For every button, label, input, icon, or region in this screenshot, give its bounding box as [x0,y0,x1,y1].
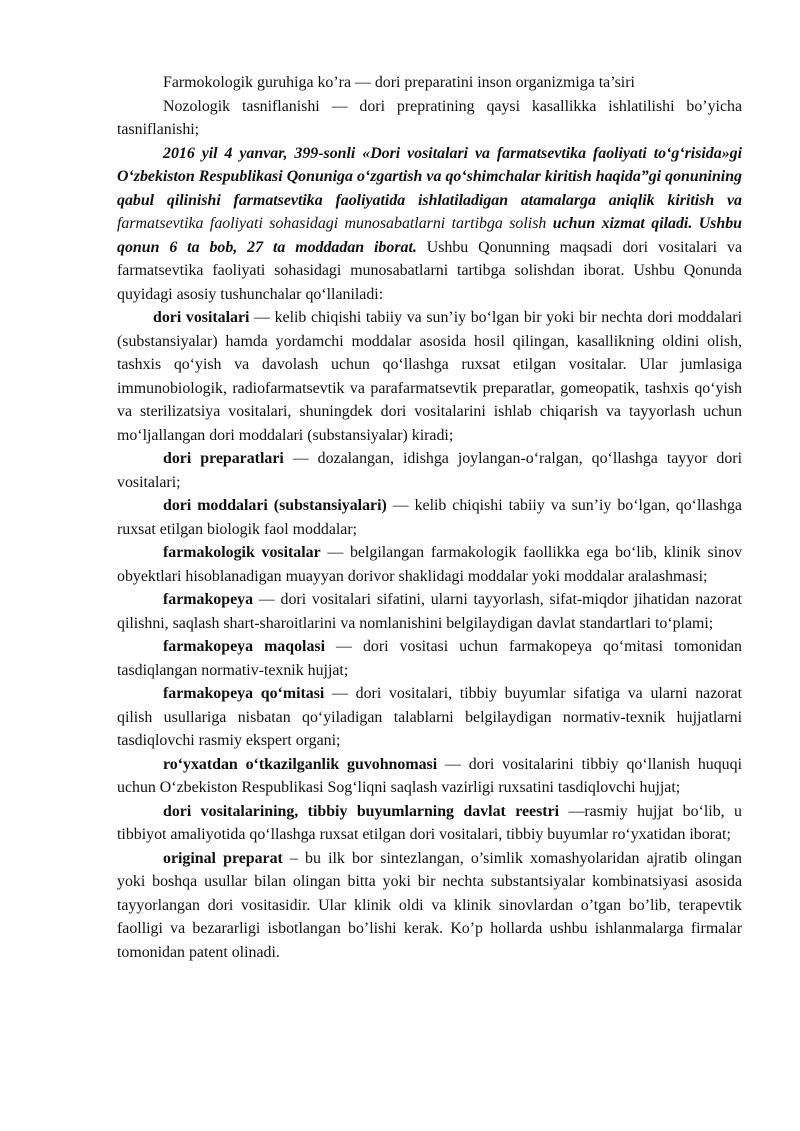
definition-term: original preparat [163,849,283,867]
paragraph-text: Farmokologik guruhiga ko’ra — dori preparatini inson organizmiga ta’siri [163,74,635,91]
definition-davlat-reestri [117,800,742,847]
definition-text: — dori vositalari sifatini, ularni tayyorlash, sifat-miqdor jihatidan nazorat qilishni, saqlash shart-sharoitlarini va nomlanishini belgilaydigan davlat standartlari to‘plami; [117,591,742,632]
definition-dori-moddalari [117,494,742,541]
definition-term: farmakopeya qo‘mitasi [163,685,325,702]
definition-dori-preparatlari [117,447,742,494]
paragraph-farmakologik-guruh [117,71,742,95]
law-structure-bold-italic: uchun xizmat qiladi. Ushbu qonun 6 ta bob, 27 ta moddadan iborat. [117,215,742,256]
definition-original-preparat [117,847,742,965]
law-purpose-italic: farmatsevtika faoliyati sohasidagi munosabatlarni tartibga solish [117,215,547,232]
definition-term: farmakopeya maqolasi [163,638,325,655]
definition-text: —rasmiy hujjat bo‘lib, u tibbiyot amaliyotida qo‘llashga ruxsat etilgan dori vositalari, tibbiy buyumlar ro‘yxatidan iborat; [117,802,742,843]
definition-term: dori moddalari (substansiyalari) [163,497,387,514]
definition-farmakologik-vositalar [117,541,742,588]
definition-text: – bu ilk bor sintezlangan, o’simlik xomashyolaridan ajratib olingan yoki boshqa usullar bilan olingan bitta yoki bir nechta substantsiyalar kombinatsiyasi asosida tayyorlangan dori vositasidir. Ular klinik oldi va klinik sinovlardan o’tgan bo’lib, terapevtik faolligi va bezararligi isbotlangan bo’lishi kerak. Ko’p hollarda ushbu ishlanmalarga firmalar tomonidan patent olinadi. [117,849,742,961]
law-goal-text: Ushbu Qonunning maqsadi dori vositalari va farmatsevtika faoliyati sohasidagi munosabatlarni tartibga solishdan iborat. Ushbu Qonunda quyidagi asosiy tushunchalar qo‘llaniladi: [117,238,742,303]
definition-farmakopeya-maqolasi [117,635,742,682]
definition-term: dori vositalarining, tibbiy buyumlarning davlat reestri [163,802,560,820]
paragraph-law-intro [117,142,742,307]
definition-text: — dozalangan, idishga joylangan-o‘ralgan, qo‘llashga tayyor dori vositalari; [117,450,743,491]
definition-text: — dori vositasi uchun farmakopeya qo‘mitasi tomonidan tasdiqlangan normativ-texnik hujjat; [117,638,743,679]
definition-term: ro‘yxatdan o‘tkazilganlik guvohnomasi [163,755,438,773]
definition-text: — belgilangan farmakologik faollikka ega bo‘lib, klinik sinov obyektlari hisoblanadigan muayyan dorivor shaklidagi moddalar yoki moddalar aralashmasi; [117,544,742,585]
paragraph-nozologik [117,95,742,142]
definition-text: — dori vositalarini tibbiy qo‘llanish huquqi uchun O‘zbekiston Respublikasi Sog‘liqni saqlash vazirligi ruxsatini tasdiqlovchi hujjat; [117,755,742,796]
paragraph-text: Nozologik tasniflanishi — dori prepratining qaysi kasallikka ishlatilishi bo’yicha tasniflanishi; [117,97,742,138]
definition-term: farmakopeya [163,591,254,608]
definition-text: — dori vositalari, tibbiy buyumlar sifatiga va ularni nazorat qilish usullariga nisbatan qo‘yiladigan talablarni belgilaydigan normativ-texnik hujjatlarni tasdiqlovchi rasmiy ekspert organi; [117,685,742,749]
law-title-bold-italic: 2016 yil 4 yanvar, 399-sonli «Dori vositalari va farmatsevtika faoliyati to‘g‘risida»gi O‘zbekiston Respublikasi Qonuniga o‘zgartish va qo‘shimchalar kiritish haqida”gi qonunining qabul qilinishi farmatsevtika faoliyatida ishlatiladigan atamalarga aniqlik kiritish va [117,144,742,209]
definition-term: dori vositalari [153,309,250,326]
definition-text: — kelib chiqishi tabiiy va sun’iy bo‘lgan, qo‘llashga ruxsat etilgan biologik faol moddalar; [117,497,742,538]
definition-farmakopeya-qomitasi [117,682,742,753]
document-page [117,71,742,964]
definition-text: — kelib chiqishi tabiiy va sun’iy bo‘lgan bir yoki bir nechta dori moddalari (substansiyalar) hamda yordamchi moddalar asosida hosil qilingan, kasallikning oldini olish, tashxis qo‘yish va davolash uchun qo‘llashga ruxsat etilgan vositalar. Ular jumlasiga immunobiologik, radiofarmatsevtik va parafarmatsevtik preparatlar, gomeopatik, tashxis qo‘yish va sterilizatsiya vositalari, shuningdek dori vositalarini ishlab chiqarish va tayyorlash uchun mo‘ljallangan dori moddalari (substansiyalar) kiradi; [117,309,743,444]
definition-dori-vositalari [117,306,742,447]
definition-term: dori preparatlari [163,450,284,467]
definition-farmakopeya [117,588,742,635]
definition-royxatdan-otkazilganlik [117,753,742,800]
definition-term: farmakologik vositalar [163,544,321,561]
